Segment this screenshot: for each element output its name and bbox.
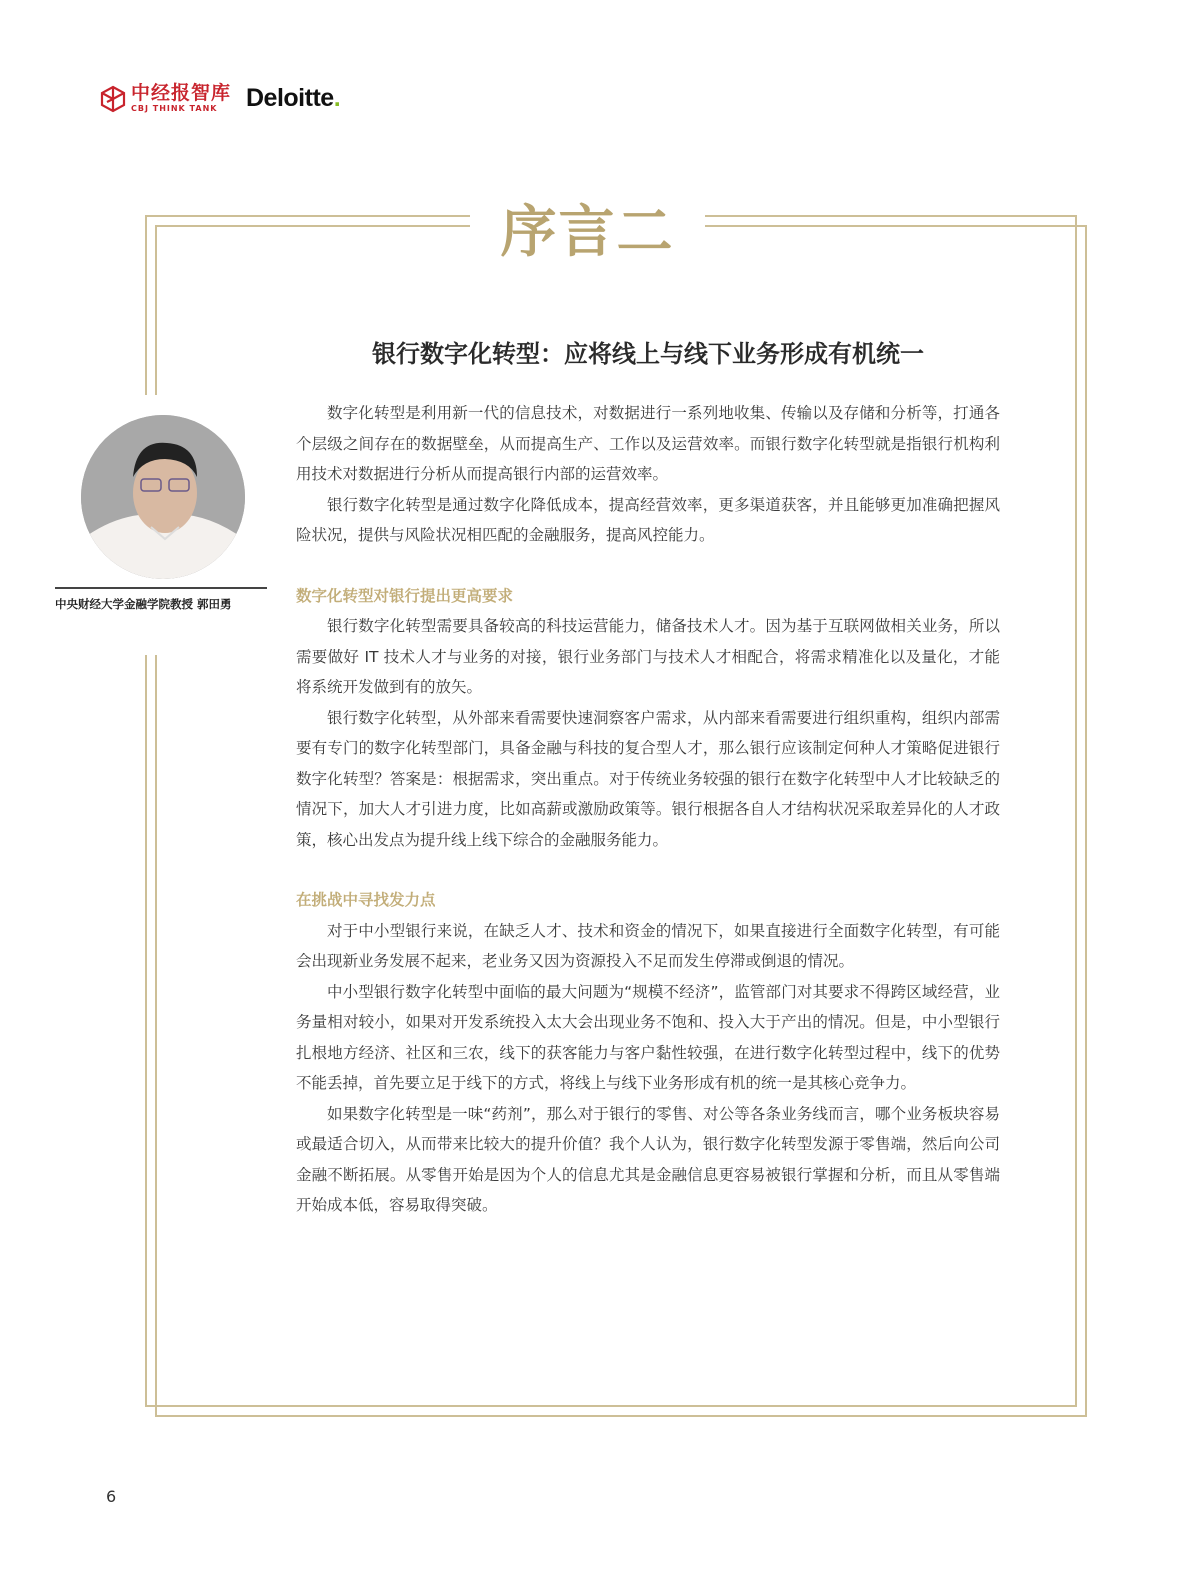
cbj-logo-english: CBJ THINK TANK <box>131 104 218 113</box>
frame-inner-top-right <box>705 225 1087 227</box>
frame-outer-right <box>1075 215 1077 1407</box>
frame-inner-bottom <box>155 1415 1087 1417</box>
deloitte-wordmark: Deloitte <box>246 84 334 112</box>
frame-outer-top-left <box>145 215 470 217</box>
deloitte-logo <box>246 84 340 113</box>
intro-paragraph: 银行数字化转型是通过数字化降低成本，提高经营效率，更多渠道获客，并且能够更加准确把握风险状况，提供与风险状况相匹配的金融服务，提高风控能力。 <box>296 495 1000 544</box>
cbj-think-tank-logo <box>100 84 231 113</box>
cbj-cube-icon <box>100 85 126 113</box>
frame-inner-right <box>1085 225 1087 1417</box>
frame-outer-bottom <box>145 1405 1077 1407</box>
author-photo <box>81 415 245 579</box>
cbj-logo-chinese: 中经报智库 <box>131 82 232 104</box>
frame-inner-top-left <box>155 225 470 227</box>
body-paragraph: 银行数字化转型需要具备较高的科技运营能力，储备技术人才。因为基于互联网做相关业务，所以需要做好 IT 技术人才与业务的对接，银行业务部门与技术人才相配合，将需求精准化以及量化，才能将系统开发做到有的放矢。 <box>296 617 1000 696</box>
author-caption: 中央财经大学金融学院教授 郭田勇 <box>55 597 232 611</box>
section-heading: 在挑战中寻找发力点 <box>296 891 436 909</box>
section-heading: 数字化转型对银行提出更高要求 <box>296 586 514 605</box>
frame-outer-top-right <box>705 215 1077 217</box>
body-paragraph: 如果数字化转型是一味“药剂”，那么对于银行的零售、对公等各条业务线而言，哪个业务板块容易或最适合切入，从而带来比较大的提升价值？我个人认为，银行数字化转型发源于零售端，然后向公司金融不断拓展。从零售开始是因为个人的信息尤其是金融信息更容易被银行掌握和分析，而且从零售端开始成本低，容易取得突破。 <box>296 1104 1000 1214</box>
body-paragraph: 中小型银行数字化转型中面临的最大问题为“规模不经济”，监管部门对其要求不得跨区域经营，业务量相对较小，如果对开发系统投入太大会出现业务不饱和、投入大于产出的情况。但是，中小型银行扎根地方经济、社区和三农，线下的获客能力与客户黏性较强，在进行数字化转型过程中，线下的优势不能丢掉，首先要立足于线下的方式，将线上与线下业务形成有机的统一是其核心竞争力。 <box>296 982 1000 1092</box>
frame-outer-left <box>145 215 147 1407</box>
article-body <box>296 398 1000 1221</box>
body-paragraph: 银行数字化转型，从外部来看需要快速洞察客户需求，从内部来看需要进行组织重构，组织内部需要有专门的数字化转型部门，具备金融与科技的复合型人才，那么银行应该制定何种人才策略促进银行数字化转型？答案是：根据需求，突出重点。对于传统业务较强的银行在数字化转型中人才比较缺乏的情况下，加大人才引进力度，比如高薪或激励政策等。银行根据各自人才结构状况采取差异化的人才政策，核心出发点为提升线上线下综合的金融服务能力。 <box>296 708 1000 849</box>
article-title: 银行数字化转型：应将线上与线下业务形成有机统一 <box>372 340 924 368</box>
body-paragraph: 对于中小型银行来说，在缺乏人才、技术和资金的情况下，如果直接进行全面数字化转型，有可能会出现新业务发展不起来，老业务又因为资源投入不足而发生停滞或倒退的情况。 <box>296 921 1000 970</box>
page-number: 6 <box>106 1487 117 1506</box>
intro-paragraph: 数字化转型是利用新一代的信息技术，对数据进行一系列地收集、传输以及存储和分析等，打通各个层级之间存在的数据壁垒，从而提高生产、工作以及运营效率。而银行数字化转型就是指银行机构利用技术对数据进行分析从而提高银行内部的运营效率。 <box>296 404 1000 483</box>
section-title: 序言二 <box>500 200 675 265</box>
deloitte-dot: . <box>333 84 341 112</box>
author-portrait-illustration <box>81 415 245 579</box>
caption-divider <box>55 587 267 589</box>
